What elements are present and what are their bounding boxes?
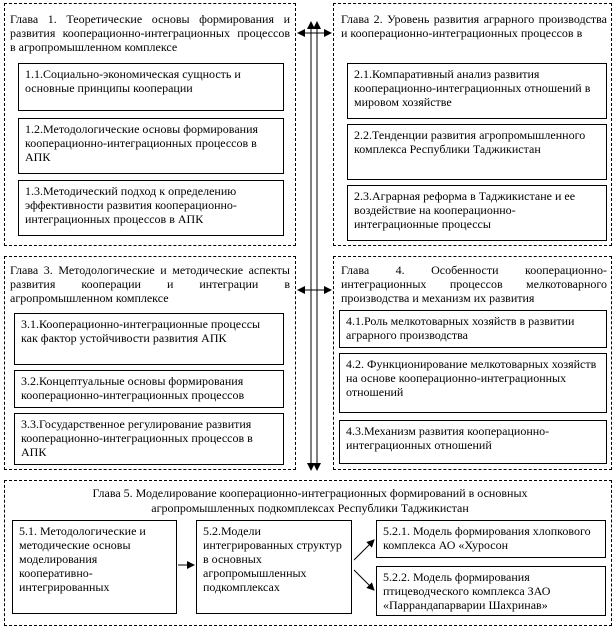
chapter4-title: Глава 4. Особенности кооперационно-интеграционных процессов мелкотоварного производства и механизм их развития: [341, 263, 607, 305]
section-2-1: 2.1.Компаративный анализ развития кооперационно-интеграционных отношений в мировом хозяйстве: [347, 63, 607, 119]
section-1-1: 1.1.Социально-экономическая сущность и основные принципы кооперации: [18, 63, 284, 111]
section-2-2: 2.2.Тенденции развития агропромышленного комплекса Республики Таджикистан: [347, 124, 607, 180]
section-3-3: 3.3.Государственное регулирование развития кооперационно-интеграционных процессов в АПК: [14, 413, 284, 465]
chapter5-title: Глава 5. Моделирование кооперационно-интеграционных формирований в основных агропромышленных подкомплексах Республики Таджикистан: [92, 486, 528, 515]
section-5-2: 5.2.Модели интегрированных структур в основных агропромышленных подкомплексах: [196, 520, 352, 614]
section-3-1: 3.1.Кооперационно-интеграционные процессы как фактор устойчивости развития АПК: [14, 313, 284, 365]
section-1-3: 1.3.Методический подход к определению эффективности развития кооперационно-интеграционных процессов в АПК: [18, 180, 284, 236]
section-5-1: 5.1. Методологические и методические основы моделирования кооперативно-интегрированных: [12, 520, 177, 614]
section-2-3: 2.3.Аграрная реформа в Таджикистане и ее воздействие на кооперационно-интеграционные процессы: [347, 185, 607, 241]
section-4-1: 4.1.Роль мелкотоварных хозяйств в развитии аграрного производства: [339, 310, 607, 348]
section-4-3: 4.3.Механизм развития кооперационно-интеграционных отношений: [339, 420, 607, 464]
chapter1-title: Глава 1. Теоретические основы формирования и развития кооперационно-интеграционных процессов в агропромышленном комплексе: [10, 12, 290, 54]
section-4-2: 4.2. Функционирование мелкотоварных хозяйств на основе кооперационно-интеграционных отношений: [339, 353, 607, 413]
section-5-2-1: 5.2.1. Модель формирования хлопкового комплекса АО «Хуросон: [376, 520, 606, 558]
section-3-2: 3.2.Концептуальные основы формирования кооперационно-интеграционных процессов: [14, 370, 284, 408]
chapter2-title: Глава 2. Уровень развития аграрного производства и кооперационно-интеграционных процессов в: [341, 12, 607, 40]
section-5-2-2: 5.2.2. Модель формирования птицеводческого комплекса ЗАО «Паррандапарварии Шахринав»: [376, 566, 606, 616]
section-1-2: 1.2.Методологические основы формирования кооперационно-интеграционных процессов в АПК: [18, 118, 284, 174]
chapter3-title: Глава 3. Методологические и методические аспекты развития кооперации и интеграции в агропромышленном комплексе: [10, 263, 290, 305]
